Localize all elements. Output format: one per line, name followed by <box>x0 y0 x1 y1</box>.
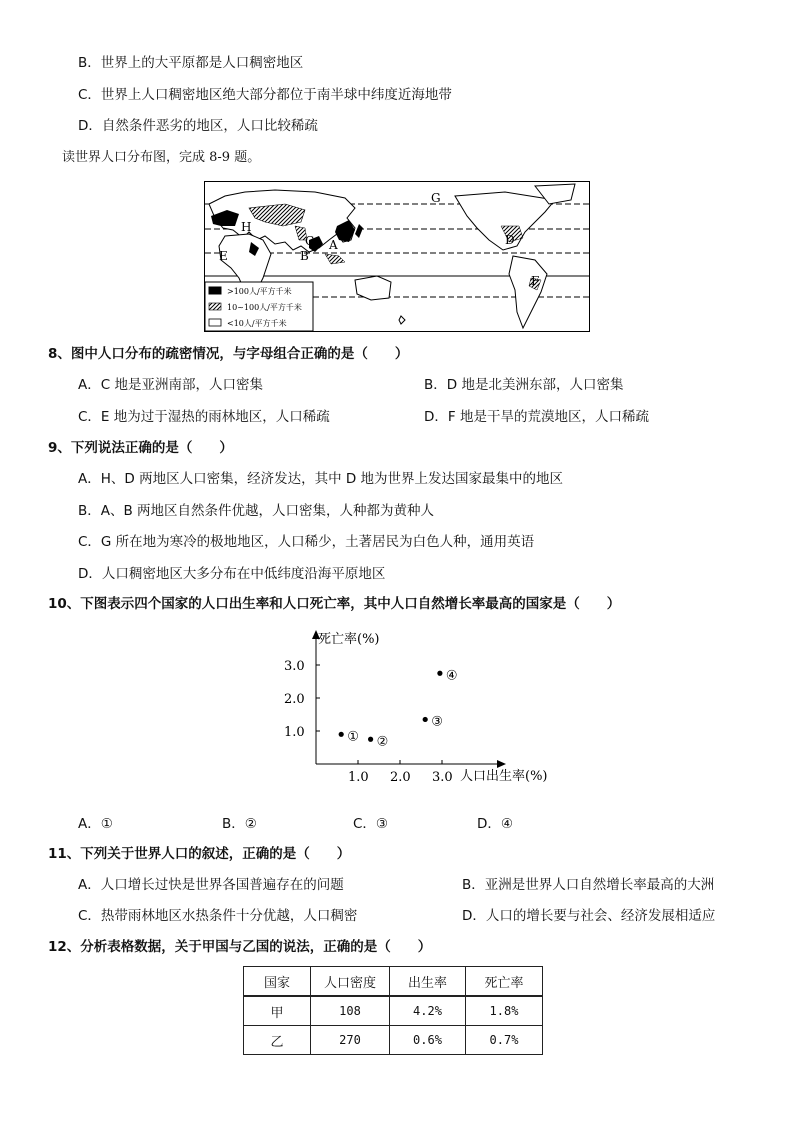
birth-death-scatter-chart <box>282 628 582 792</box>
q8-option-a: A．C 地是亚洲南部，人口密集 <box>78 377 263 393</box>
world-population-map <box>204 181 590 332</box>
table-cell: 4.2% <box>390 996 466 1026</box>
q11-option-a: A．人口增长过快是世界各国普遍存在的问题 <box>78 877 344 893</box>
map-letter-e: E <box>219 249 228 263</box>
map-letter-b: B <box>300 249 309 263</box>
table-cell: 1.8% <box>466 996 543 1026</box>
q10-option-c: C．③ <box>353 816 389 832</box>
table-row <box>244 996 543 1026</box>
table-header-row <box>244 967 543 997</box>
table-header-cell: 死亡率 <box>466 967 543 997</box>
map-letter-d: D <box>505 233 515 247</box>
table-cell: 甲 <box>244 996 311 1026</box>
q8-option-d: D．F 地是干旱的荒漠地区，人口稀疏 <box>424 409 649 425</box>
x-tick-label: 3.0 <box>432 770 453 785</box>
q11-option-d: D．人口的增长要与社会、经济发展相适应 <box>462 908 716 924</box>
q10-option-b: B．② <box>222 816 257 832</box>
legend-label-dense: >100人/平方千米 <box>227 287 292 296</box>
table-row <box>244 1026 543 1055</box>
q8-option-c: C．E 地为过于湿热的雨林地区，人口稀疏 <box>78 409 330 425</box>
data-point-label: ④ <box>445 668 458 684</box>
q8-stem: 8、图中人口分布的疏密情况，与字母组合正确的是（ ） <box>48 346 409 362</box>
q9-stem: 9、下列说法正确的是（ ） <box>48 440 233 456</box>
y-tick-label: 3.0 <box>284 659 305 674</box>
legend-label-medium: 10~100人/平方千米 <box>227 303 302 312</box>
map-letter-a: A <box>329 238 338 252</box>
x-axis-label: 人口出生率(%) <box>460 769 548 784</box>
q10-stem: 10、下图表示四个国家的人口出生率和人口死亡率，其中人口自然增长率最高的国家是（ ） <box>48 596 621 612</box>
se-asia-islands <box>325 254 345 264</box>
table-header-cell: 人口密度 <box>311 967 390 997</box>
legend-swatch-sparse <box>209 319 221 326</box>
data-point-label: ① <box>347 729 359 745</box>
q9-option-d: D．人口稠密地区大多分布在中低纬度沿海平原地区 <box>78 566 386 582</box>
legend-swatch-medium <box>209 303 221 310</box>
y-axis-label: 死亡率(%) <box>318 632 380 647</box>
q10-option-a: A．① <box>78 816 113 832</box>
table-cell: 乙 <box>244 1026 311 1055</box>
japan-shape <box>355 224 363 238</box>
legend-swatch-dense <box>209 287 221 294</box>
x-axis-arrow <box>497 760 506 768</box>
x-tick-label: 1.0 <box>348 770 369 785</box>
new-zealand-shape <box>399 316 405 324</box>
table-cell: 108 <box>311 996 390 1026</box>
south-america-shape <box>509 256 547 328</box>
legend-label-sparse: <10人/平方千米 <box>227 319 287 328</box>
table-header-cell: 国家 <box>244 967 311 997</box>
map-letter-f: F <box>531 274 540 288</box>
x-tick-label: 2.0 <box>390 770 411 785</box>
map-letter-c: C <box>305 234 315 248</box>
data-point-label: ② <box>376 734 389 750</box>
y-tick-label: 2.0 <box>284 692 305 707</box>
map-letter-h: H <box>241 220 252 234</box>
y-tick-label: 1.0 <box>284 725 305 740</box>
q9-option-b: B．A、B 两地区自然条件优越，人口密集，人种都为黄种人 <box>78 503 435 519</box>
table-cell: 270 <box>311 1026 390 1055</box>
data-point <box>423 717 428 722</box>
q9-option-c: C．G 所在地为寒冷的极地地区，人口稀少，土著居民为白色人种，通用英语 <box>78 534 535 550</box>
table-cell: 0.6% <box>390 1026 466 1055</box>
q8-option-b: B．D 地是北美洲东部，人口密集 <box>424 377 624 393</box>
q11-option-c: C．热带雨林地区水热条件十分优越，人口稠密 <box>78 908 358 924</box>
prev-option-d: D．自然条件恶劣的地区，人口比较稀疏 <box>78 118 318 134</box>
q12-stem: 12、分析表格数据，关于甲国与乙国的说法，正确的是（ ） <box>48 939 432 955</box>
table-header-cell: 出生率 <box>390 967 466 997</box>
q9-option-a: A．H、D 两地区人口密集，经济发达，其中 D 地为世界上发达国家最集中的地区 <box>78 471 564 487</box>
q11-stem: 11、下列关于世界人口的叙述，正确的是（ ） <box>48 846 351 862</box>
country-data-table <box>243 966 543 1055</box>
data-point <box>437 671 442 676</box>
australia-shape <box>355 276 391 300</box>
data-point <box>368 737 373 742</box>
q10-option-d: D．④ <box>477 816 513 832</box>
map-letter-g: G <box>431 191 441 205</box>
prev-option-b: B．世界上的大平原都是人口稠密地区 <box>78 55 304 71</box>
prev-option-c: C．世界上人口稠密地区绝大部分都位于南半球中纬度近海地带 <box>78 87 452 103</box>
data-point <box>339 732 344 737</box>
q11-option-b: B．亚洲是世界人口自然增长率最高的大洲 <box>462 877 715 893</box>
data-point-label: ③ <box>431 714 443 730</box>
table-cell: 0.7% <box>466 1026 543 1055</box>
map-intro: 读世界人口分布图，完成 8-9 题。 <box>62 150 261 165</box>
